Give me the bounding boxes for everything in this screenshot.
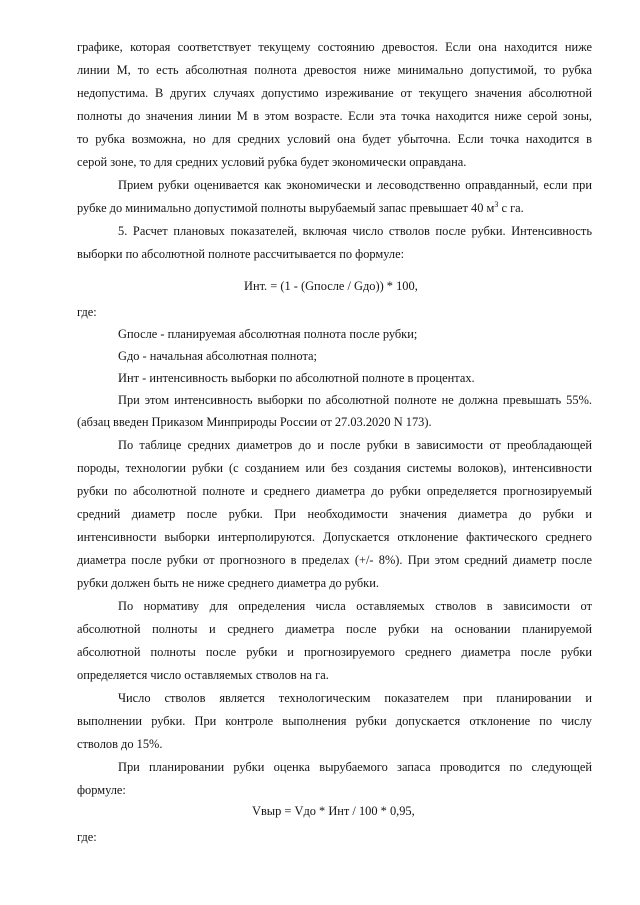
paragraph-5-line-6: диаметра после рубки от прогнозного в пределах (+/- 8%). При этом средний диаметр после — [77, 553, 592, 567]
paragraph-6-line-4: определяется число оставляемых стволов на га. — [77, 668, 329, 682]
paragraph-5-line-3: рубки по абсолютной полноте и среднего диаметра до рубки определяется прогнозируемый — [77, 484, 592, 498]
paragraph-4: При этом интенсивность выборки по абсолютной полноте не должна превышать 55%. — [118, 393, 592, 407]
where-label-1: где: — [77, 305, 97, 319]
intensity-formula: Инт. = (1 - (Gпосле / Gдо)) * 100, — [244, 279, 418, 293]
paragraph-5-line-7: рубки должен быть не ниже среднего диаметра до рубки. — [77, 576, 379, 590]
paragraph-2-text: рубке до минимально допустимой полноты вырубаемый запас превышает 40 м — [77, 201, 495, 215]
paragraph-1-line-3: недопустима. В других случаях допустимо изреживание от текущего значения абсолютной — [77, 86, 592, 100]
paragraph-2-line-1: Прием рубки оценивается как экономически и лесоводственно оправданный, если при — [118, 178, 592, 192]
paragraph-7-line-1: Число стволов является технологическим показателем при планировании и — [118, 691, 592, 705]
definition-g-before: Gдо - начальная абсолютная полнота; — [118, 349, 317, 363]
paragraph-6-line-1: По нормативу для определения числа оставляемых стволов в зависимости от — [118, 599, 592, 613]
paragraph-6-line-2: абсолютной полноты и среднего диаметра после рубки на основании планируемой — [77, 622, 592, 636]
cubic-superscript: 3 — [494, 200, 499, 209]
definition-g-after: Gпосле - планируемая абсолютная полнота после рубки; — [118, 327, 418, 341]
paragraph-8-line-2: формуле: — [77, 783, 126, 797]
definition-intensity: Инт - интенсивность выборки по абсолютной полноте в процентах. — [118, 371, 475, 385]
paragraph-3-line-2: выборки по абсолютной полноте рассчитывается по формуле: — [77, 247, 405, 261]
paragraph-6-line-3: абсолютной полноты после рубки и прогнозируемого среднего диаметра после рубки — [77, 645, 592, 659]
paragraph-1-line-4: полноты до значения линии М в этом возрасте. Если эта точка находится ниже серой зоны, — [77, 109, 592, 123]
paragraph-5-line-5: интенсивности выборки интерполируются. Допускается отклонение фактического среднего — [77, 530, 592, 544]
volume-formula: Vвыр = Vдо * Инт / 100 * 0,95, — [252, 804, 415, 818]
where-label-2: где: — [77, 830, 97, 844]
paragraph-1-line-5: то рубка возможна, но для средних условий она будет убыточна. Если точка находится в — [77, 132, 592, 146]
paragraph-2-text-end: с га. — [498, 201, 524, 215]
paragraph-4-note: (абзац введен Приказом Минприроды России от 27.03.2020 N 173). — [77, 415, 432, 429]
paragraph-1-line-2: линии М, то есть абсолютная полнота древостоя ниже минимально допустимой, то рубка — [77, 63, 592, 77]
paragraph-1-line-1: графике, которая соответствует текущему состоянию древостоя. Если она находится ниже — [77, 40, 592, 54]
paragraph-5-line-4: средний диаметр после рубки. При необходимости значения диаметра до рубки и — [77, 507, 592, 521]
paragraph-1-line-6: серой зоне, то для средних условий рубка будет экономически оправдана. — [77, 155, 467, 169]
paragraph-5-line-2: породы, технологии рубки (с созданием или без создания системы волоков), интенсивности — [77, 461, 592, 475]
paragraph-8-line-1: При планировании рубки оценка вырубаемого запаса проводится по следующей — [118, 760, 592, 774]
paragraph-7-line-3: стволов до 15%. — [77, 737, 163, 751]
paragraph-2-line-2 — [77, 200, 524, 216]
paragraph-7-line-2: выполнении рубки. При контроле выполнения рубки допускается отклонение по числу — [77, 714, 592, 728]
paragraph-5-line-1: По таблице средних диаметров до и после рубки в зависимости от преобладающей — [118, 438, 592, 452]
paragraph-3-line-1: 5. Расчет плановых показателей, включая число стволов после рубки. Интенсивность — [118, 224, 592, 238]
